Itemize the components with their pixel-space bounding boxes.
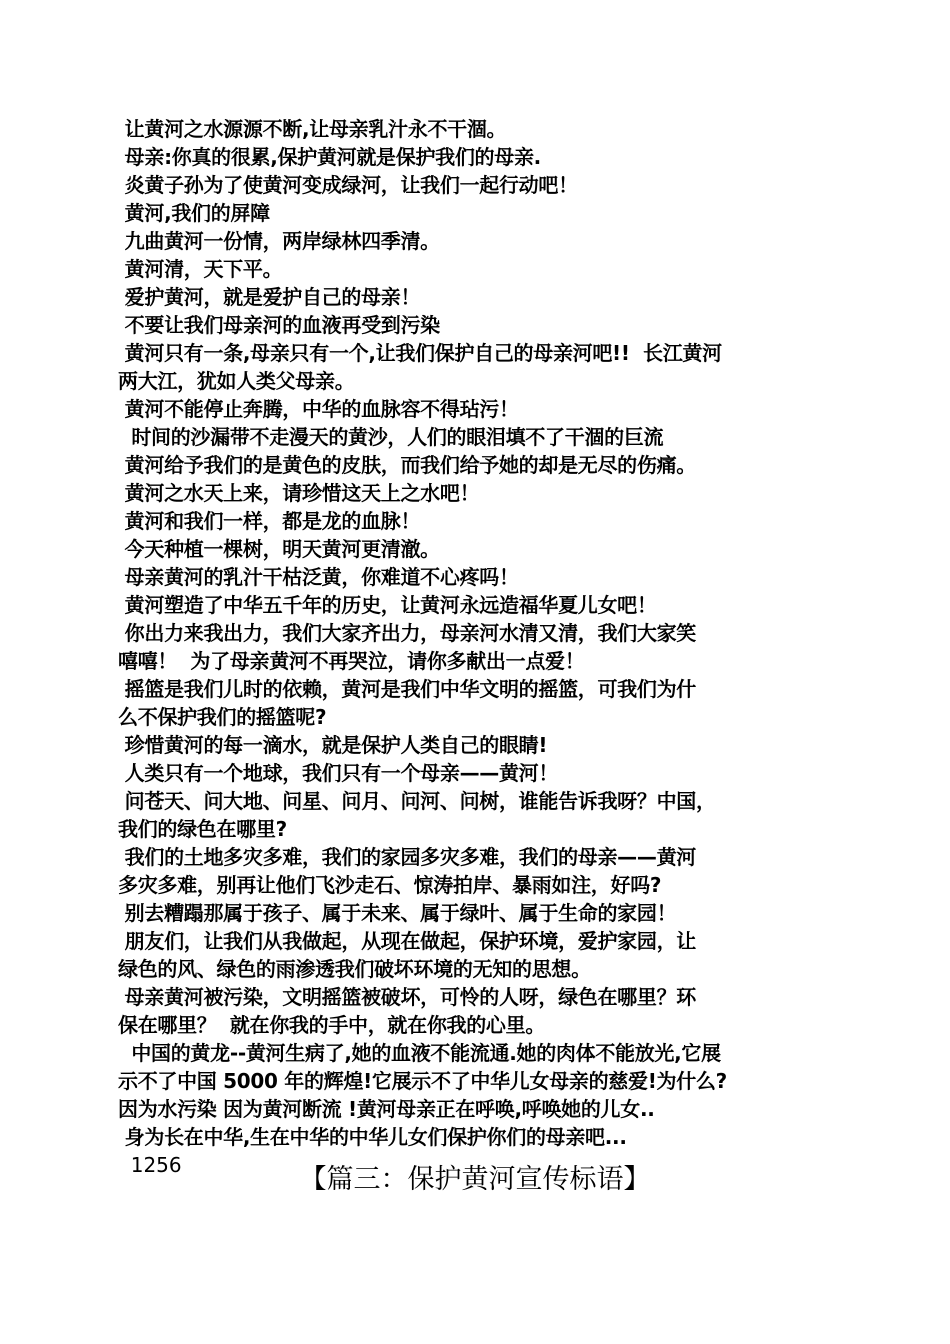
text-line: 珍惜黄河的每一滴水，就是保护人类自己的眼睛! <box>118 733 548 757</box>
text-line: 你出力来我出力，我们大家齐出力，母亲河水清又清，我们大家笑 <box>118 621 696 645</box>
text-line: 朋友们，让我们从我做起，从现在做起，保护环境，爱护家园，让 <box>118 929 696 953</box>
text-line: 黄河只有一条,母亲只有一个,让我们保护自己的母亲河吧!! 长江黄河 <box>118 341 722 365</box>
text-line: 黄河给予我们的是黄色的皮肤，而我们给予她的却是无尽的伤痛。 <box>118 453 696 477</box>
text-line: 不要让我们母亲河的血液再受到污染 <box>118 313 440 337</box>
text-line: 身为长在中华,生在中华的中华儿女们保护你们的母亲吧... <box>118 1125 627 1149</box>
text-line: 我们的土地多灾多难，我们的家园多灾多难，我们的母亲——黄河 <box>118 845 696 869</box>
text-line: 我们的绿色在哪里? <box>118 817 287 841</box>
text-line: 让黄河之水源源不断,让母亲乳汁永不干涸。 <box>118 117 507 141</box>
text-line: 因为水污染 因为黄河断流 !黄河母亲正在呼唤,呼唤她的儿女.. <box>118 1097 655 1121</box>
text-line: 今天种植一棵树，明天黄河更清澈。 <box>118 537 440 561</box>
text-body <box>118 115 838 1179</box>
text-line: 炎黄子孙为了使黄河变成绿河，让我们一起行动吧！ <box>118 173 578 197</box>
text-line: 别去糟蹋那属于孩子、属于未来、属于绿叶、属于生命的家园！ <box>118 901 677 925</box>
text-line: 示不了中国 5000 年的辉煌!它展示不了中华儿女母亲的慈爱!为什么? <box>118 1069 727 1093</box>
text-line: 爱护黄河，就是爱护自己的母亲！ <box>118 285 421 309</box>
text-line: 黄河清，天下平。 <box>118 257 283 281</box>
text-line: 问苍天、问大地、问星、问月、问河、问树，谁能告诉我呀？中国， <box>118 789 716 813</box>
text-line: 么不保护我们的摇篮呢? <box>118 705 327 729</box>
text-line: 九曲黄河一份情，两岸绿林四季清。 <box>118 229 440 253</box>
page-number: 1256 <box>118 1153 182 1177</box>
text-line: 黄河塑造了中华五千年的历史，让黄河永远造福华夏儿女吧！ <box>118 593 657 617</box>
text-line: 两大江，犹如人类父母亲。 <box>118 369 355 393</box>
text-line: 母亲黄河被污染，文明摇篮被破坏，可怜的人呀，绿色在哪里？环 <box>118 985 696 1009</box>
text-line: 绿色的风、绿色的雨渗透我们破坏环境的无知的思想。 <box>118 957 591 981</box>
text-line: 母亲:你真的很累,保护黄河就是保护我们的母亲. <box>118 145 541 169</box>
text-line: 人类只有一个地球，我们只有一个母亲——黄河！ <box>118 761 559 785</box>
text-line: 摇篮是我们儿时的依赖，黄河是我们中华文明的摇篮，可我们为什 <box>118 677 696 701</box>
text-line: 多灾多难，别再让他们飞沙走石、惊涛拍岸、暴雨如注，好吗? <box>118 873 662 897</box>
text-line: 黄河和我们一样，都是龙的血脉！ <box>118 509 421 533</box>
text-line: 中国的黄龙--黄河生病了,她的血液不能流通.她的肉体不能放光,它展 <box>118 1041 721 1065</box>
text-line: 嘻嘻！ 为了母亲黄河不再哭泣，请你多献出一点爱！ <box>118 649 585 673</box>
text-line: 保在哪里？ 就在你我的手中，就在你我的心里。 <box>118 1013 546 1037</box>
text-line: 黄河,我们的屏障 <box>118 201 270 225</box>
section-heading: 【篇三：保护黄河宣传标语】 <box>299 1164 651 1195</box>
text-line: 黄河不能停止奔腾，中华的血脉容不得玷污！ <box>118 397 519 421</box>
text-line: 时间的沙漏带不走漫天的黄沙，人们的眼泪填不了干涸的巨流 <box>118 425 664 449</box>
text-line: 黄河之水天上来，请珍惜这天上之水吧！ <box>118 481 480 505</box>
text-line: 母亲黄河的乳汁干枯泛黄，你难道不心疼吗！ <box>118 565 519 589</box>
